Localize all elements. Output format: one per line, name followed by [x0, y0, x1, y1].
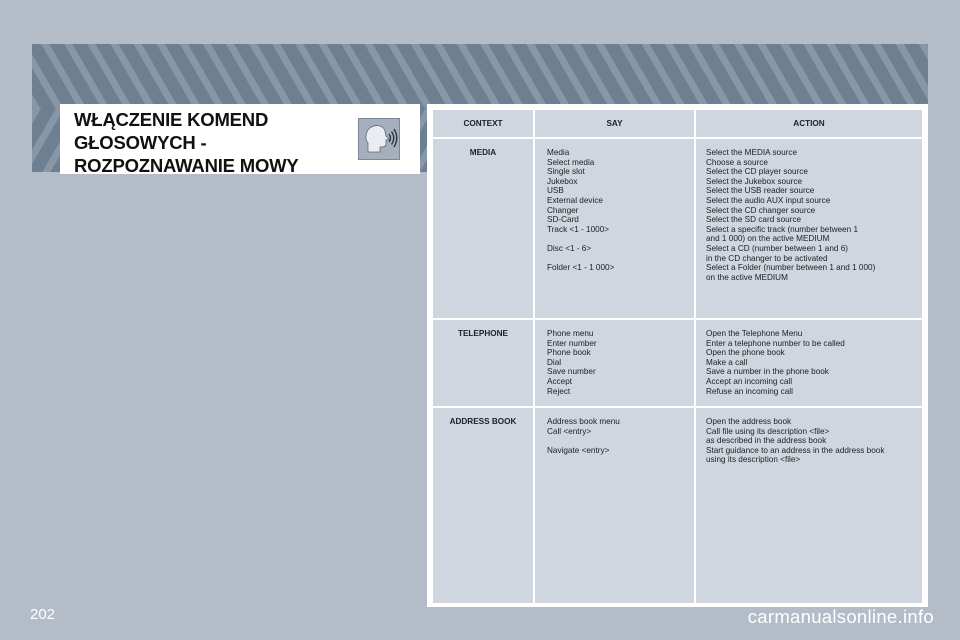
say-line: Call <entry> [547, 426, 592, 436]
say-line: Save number [547, 367, 596, 377]
action-line: Accept an incoming call [706, 376, 793, 386]
action-media [696, 139, 922, 318]
action-line: on the active MEDIUM [706, 272, 788, 282]
say-line: Reject [547, 386, 571, 396]
action-line: Select the audio AUX input source [706, 195, 831, 205]
page-title [74, 108, 344, 177]
say-line: Single slot [547, 167, 585, 177]
action-line: Select a CD (number between 1 and 6) [706, 243, 848, 253]
action-line: Open the phone book [706, 348, 785, 358]
line-gap [547, 436, 686, 446]
voice-commands-panel [427, 104, 928, 607]
action-line: and 1 000) on the active MEDIUM [706, 234, 830, 244]
action-line: Select a specific track (number between 1 [706, 224, 858, 234]
say-line: Select media [547, 157, 595, 167]
action-line: Refuse an incoming call [706, 386, 793, 396]
title-line-1: WŁĄCZENIE KOMEND [74, 109, 269, 130]
title-line-3: ROZPOZNAWANIE MOWY [74, 155, 299, 176]
line-gap [547, 234, 686, 244]
say-line: Media [547, 148, 570, 157]
action-line: Select the Jukebox source [706, 176, 803, 186]
say-line: External device [547, 195, 603, 205]
action-line: Select a Folder (number between 1 and 1 000) [706, 263, 876, 273]
say-line: Enter number [547, 338, 597, 348]
title-line-2: GŁOSOWYCH - [74, 132, 207, 153]
say-line: Track <1 - 1000> [547, 224, 610, 234]
say-line: Folder <1 - 1 000> [547, 263, 615, 273]
page-number: 202 [30, 606, 56, 623]
action-line: Select the USB reader source [706, 186, 815, 196]
say-line: Dial [547, 357, 562, 367]
action-telephone [696, 320, 922, 406]
action-line: Select the SD card source [706, 215, 802, 225]
action-line: Enter a telephone number to be called [706, 338, 845, 348]
say-telephone [535, 320, 694, 406]
say-line: Phone book [547, 348, 591, 358]
action-line: Open the Telephone Menu [706, 329, 803, 338]
say-line: Jukebox [547, 176, 578, 186]
action-address-book [696, 408, 922, 603]
action-line: Select the MEDIA source [706, 148, 798, 157]
action-line: using its description <file> [706, 455, 801, 465]
action-line: Make a call [706, 357, 748, 367]
say-line: Changer [547, 205, 579, 215]
say-line: USB [547, 186, 564, 196]
action-line: Open the address book [706, 417, 792, 426]
say-line: Navigate <entry> [547, 445, 610, 455]
say-address-book [535, 408, 694, 603]
action-line: Save a number in the phone book [706, 367, 829, 377]
voice-recognition-icon [358, 118, 400, 160]
action-line: in the CD changer to be activated [706, 253, 828, 263]
context-address-book: ADDRESS BOOK [433, 408, 533, 603]
action-line: Start guidance to an address in the address book [706, 445, 885, 455]
say-media [535, 139, 694, 318]
say-line: SD-Card [547, 215, 579, 225]
watermark: carmanualsonline.info [747, 606, 934, 627]
action-line: Select the CD changer source [706, 205, 816, 215]
say-line: Phone menu [547, 329, 594, 338]
voice-commands-table [433, 110, 922, 603]
say-line: Accept [547, 376, 573, 386]
action-line: as described in the address book [706, 436, 827, 446]
context-telephone: TELEPHONE [433, 320, 533, 406]
say-line: Address book menu [547, 417, 620, 426]
say-line: Disc <1 - 6> [547, 243, 592, 253]
action-line: Select the CD player source [706, 167, 808, 177]
line-gap [547, 254, 686, 264]
action-line: Choose a source [706, 157, 768, 167]
header-context: CONTEXT [433, 110, 533, 137]
header-action: ACTION [696, 110, 922, 137]
title-box [60, 104, 420, 174]
action-line: Call file using its description <file> [706, 426, 830, 436]
context-media: MEDIA [433, 139, 533, 318]
header-say: SAY [535, 110, 694, 137]
